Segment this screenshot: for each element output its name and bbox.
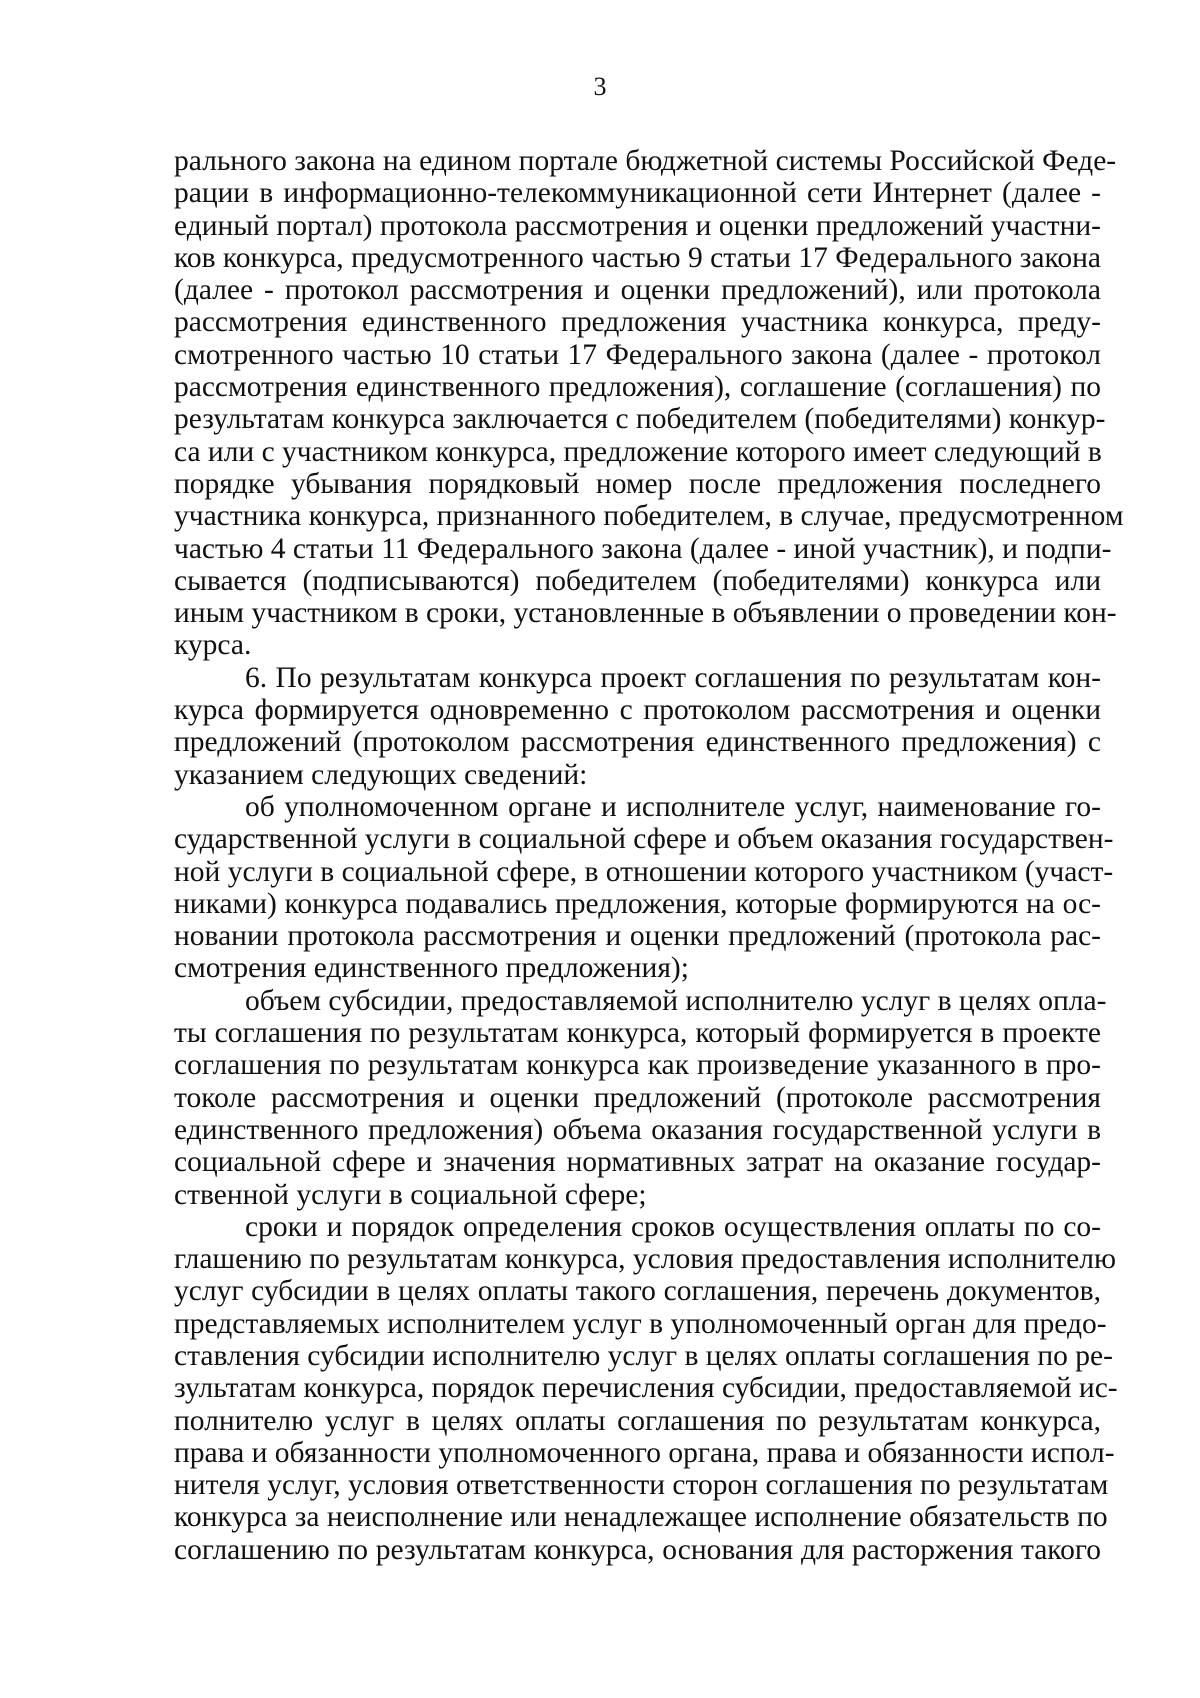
text-line: представляемых исполнителем услуг в уполномоченный орган для предо- (174, 1307, 1107, 1340)
text-line: (далее - протокол рассмотрения и оценки предложений), или протокола (174, 274, 1101, 307)
text-line: рации в информационно-телекоммуникационной сети Интернет (далее - (174, 177, 1101, 210)
text-line: смотрения единственного предложения); (174, 952, 689, 985)
text-line: соглашения по результатам конкурса как произведение указанного в про- (174, 1049, 1101, 1082)
text-line: единый портал) протокола рассмотрения и оценки предложений участни- (174, 209, 1101, 242)
text-line: глашению по результатам конкурса, условия предоставления исполнителю (174, 1243, 1117, 1276)
text-line: новании протокола рассмотрения и оценки предложений (протокола рас- (174, 920, 1101, 953)
text-line: соглашению по результатам конкурса, основания для расторжения такого (174, 1533, 1101, 1566)
text-line: рального закона на едином портале бюджетной системы Российской Феде- (174, 145, 1117, 177)
text-line: результатам конкурса заключается с победителем (победителями) конкур- (174, 403, 1106, 436)
text-line: са или с участником конкурса, предложение которого имеет следующий в (174, 435, 1102, 468)
text-line: сывается (подписываются) победителем (победителями) конкурса или (174, 564, 1101, 597)
text-line: услуг субсидии в целях оплаты такого соглашения, перечень документов, (174, 1275, 1101, 1308)
text-line: ты соглашения по результатам конкурса, который формируется в проекте (174, 1017, 1101, 1050)
text-line: социальной сфере и значения нормативных затрат на оказание государ- (174, 1146, 1101, 1179)
text-line: конкурса за неисполнение или ненадлежащее исполнение обязательств по (174, 1501, 1108, 1534)
text-line: курса. (174, 629, 252, 662)
text-line: сроки и порядок определения сроков осуществления оплаты по со- (245, 1210, 1101, 1243)
text-line: ной услуги в социальной сфере, в отношении которого участником (участ- (174, 855, 1114, 888)
text-line: курса формируется одновременно с протоколом рассмотрения и оценки (174, 694, 1101, 727)
text-line: 6. По результатам конкурса проект соглашения по результатам кон- (245, 661, 1101, 694)
text-line: указанием следующих сведений: (174, 758, 588, 791)
text-line: частью 4 статьи 11 Федерального закона (далее - иной участник), и подпи- (174, 532, 1112, 565)
text-line: ственной услуги в социальной сфере; (174, 1178, 647, 1211)
text-line: нителя услуг, условия ответственности сторон соглашения по результатам (174, 1469, 1109, 1502)
text-line: сударственной услуги в социальной сфере и объем оказания государствен- (174, 823, 1114, 856)
text-line: единственного предложения) объема оказания государственной услуги в (174, 1113, 1101, 1146)
text-line: иным участником в сроки, установленные в объявлении о проведении кон- (174, 597, 1117, 630)
text-line: ставления субсидии исполнителю услуг в целях оплаты соглашения по ре- (174, 1339, 1113, 1372)
page-number: 3 (593, 72, 607, 101)
text-line: рассмотрения единственного предложения участника конкурса, преду- (174, 306, 1101, 339)
text-line: никами) конкурса подавались предложения, которые формируются на ос- (174, 887, 1101, 920)
text-line: токоле рассмотрения и оценки предложений (протоколе рассмотрения (174, 1081, 1101, 1114)
text-line: рассмотрения единственного предложения), соглашение (соглашения) по (174, 371, 1101, 404)
document-body (174, 145, 1124, 1566)
text-line: права и обязанности уполномоченного органа, права и обязанности испол- (174, 1436, 1115, 1469)
text-line: участника конкурса, признанного победителем, в случае, предусмотренном (174, 500, 1124, 533)
text-line: предложений (протоколом рассмотрения единственного предложения) с (174, 726, 1101, 759)
text-line: полнителю услуг в целях оплаты соглашения по результатам конкурса, (174, 1404, 1101, 1437)
text-line: ков конкурса, предусмотренного частью 9 статьи 17 Федерального закона (174, 241, 1101, 274)
text-line: объем субсидии, предоставляемой исполнителю услуг в целях опла- (245, 984, 1107, 1017)
text-line: смотренного частью 10 статьи 17 Федерального закона (далее - протокол (174, 338, 1101, 371)
text-line: порядке убывания порядковый номер после предложения последнего (174, 467, 1101, 500)
text-line: об уполномоченном органе и исполнителе услуг, наименование го- (245, 790, 1101, 823)
text-line: зультатам конкурса, порядок перечисления субсидии, предоставляемой ис- (174, 1372, 1118, 1405)
